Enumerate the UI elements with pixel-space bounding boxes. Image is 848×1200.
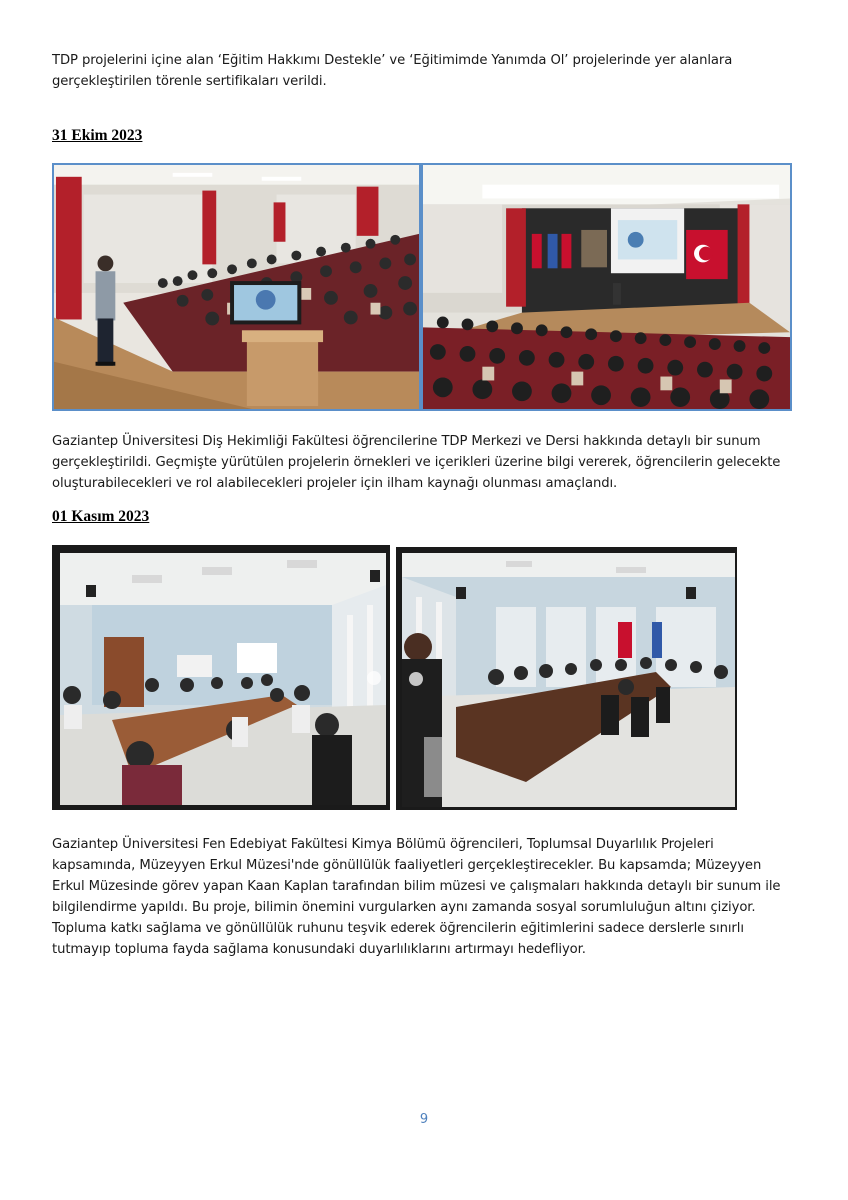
auditorium-wide-photo <box>421 163 792 411</box>
meeting-room-presentation-photo <box>396 547 737 810</box>
auditorium-presentation-photo <box>52 163 421 411</box>
section-paragraph: Gaziantep Üniversitesi Fen Edebiyat Fakültesi Kimya Bölümü öğrencileri, Toplumsal Duyarlılık Projeleri kapsamında, Müzeyyen Erkul Müzesi'nde gönüllülük faaliyetleri gerçekleştirecekler. Bu kapsamda; Müzeyyen Erkul Müzesinde görev yapan Kaan Kaplan tarafından bilim müzesi ve çalışmaları hakkında detaylı bir sunum ile bilgilendirme yapıldı. Bu proje, bilimin önemini vurgularken aynı zamanda sosyal sorumluluğun altını çiziyor. Topluma katkı sağlama ve gönüllülük ruhunu teşvik ederek öğrencilerin eğitimlerini sadece derslerle sınırlı tutmayıp topluma fayda sağlama konusundaki duyarlılıklarını artırmayı hedefliyor. <box>52 837 781 957</box>
intro-paragraph: TDP projelerini içine alan ‘Eğitim Hakkımı Destekle’ ve ‘Eğitimimde Yanımda Ol’ projelerinde yer alanlara gerçekleştirilen törenle sertifikaları verildi. <box>52 53 733 89</box>
page-number: 9 <box>419 1112 429 1127</box>
section-paragraph: Gaziantep Üniversitesi Diş Hekimliği Fakültesi öğrencilerine TDP Merkezi ve Dersi hakkında detaylı bir sunum gerçekleştirildi. Geçmişte yürütülen projelerin örnekleri ve içerikleri üzerine bilgi vererek, öğrencilerin gelecekte oluşturabilecekleri ve rol alabilecekleri projeler için ilham kaynağı olunması amaçlandı. <box>52 434 781 491</box>
meeting-room-photo <box>52 545 390 810</box>
section-date-heading: 31 Ekim 2023 <box>52 127 143 144</box>
section-date-heading: 01 Kasım 2023 <box>52 508 150 525</box>
